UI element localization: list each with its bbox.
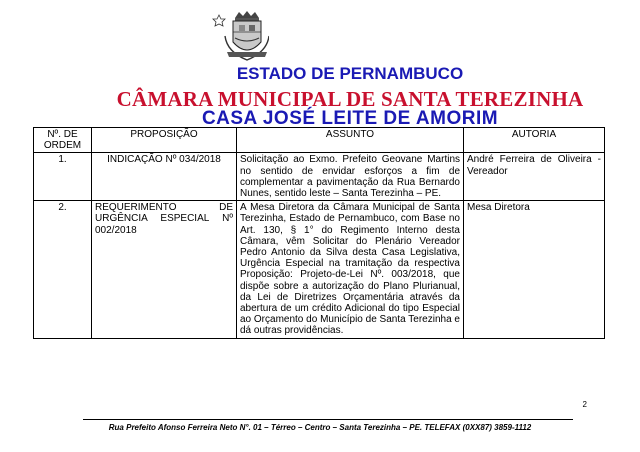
column-header-author: AUTORIA [464, 128, 605, 153]
footer-address: Rua Prefeito Afonso Ferreira Neto N°. 01 – Térreo – Centro – Santa Terezinha – PE. TELEFAX (0XX87) 3859-1112 [108, 423, 532, 432]
row-order: 2. [34, 201, 92, 338]
row-author: André Ferreira de Oliveira - Vereador [464, 153, 605, 201]
table-row [34, 201, 605, 338]
state-heading: ESTADO DE PERNAMBUCO [236, 64, 464, 83]
row-subject: A Mesa Diretora da Câmara Municipal de Santa Terezinha, Estado de Pernambuco, com Base no Art. 130, § 1° do Regimento Interno desta Câmara, vêm Solicitar do Plenário Vereador Pedro Antonio da Silva desta Casa Legislativa, Urgência Especial na tramitação da respectiva Proposição: Projeto-de-Lei Nº. 003/2018, que dispõe sobre a autorização do Plano Plurianual, da Lei de Diretrizes Orçamentária através da abertura de um crédito Adicional do tipo Especial ao Orçamento do Município de Santa Terezinha e dá outras providências. [237, 201, 464, 338]
table-row [34, 153, 605, 201]
chamber-title: CÂMARA MUNICIPAL DE SANTA TEREZINHA [116, 87, 584, 111]
row-order: 1. [34, 153, 92, 201]
footer-divider [83, 419, 573, 420]
row-subject: Solicitação ao Exmo. Prefeito Geovane Martins no sentido de envidar esforços a fim de complementar a pavimentação da Rua Bernardo Nunes, sentido leste – Santa Terezinha – PE. [237, 153, 464, 201]
row-proposition: REQUERIMENTO DE URGÊNCIA ESPECIAL Nº 002/2018 [92, 201, 237, 338]
house-subtitle: CASA JOSÉ LEITE DE AMORIM [201, 108, 499, 129]
page-number: 2 [582, 400, 587, 409]
municipal-crest-logo [205, 8, 269, 68]
column-header-proposition: PROPOSIÇÃO [92, 128, 237, 153]
row-proposition: INDICAÇÃO Nº 034/2018 [92, 153, 237, 201]
table-header-row [34, 128, 605, 153]
column-header-order: Nº. DE ORDEM [34, 128, 92, 153]
agenda-table [33, 127, 605, 339]
column-header-subject: ASSUNTO [237, 128, 464, 153]
row-author: Mesa Diretora [464, 201, 605, 338]
